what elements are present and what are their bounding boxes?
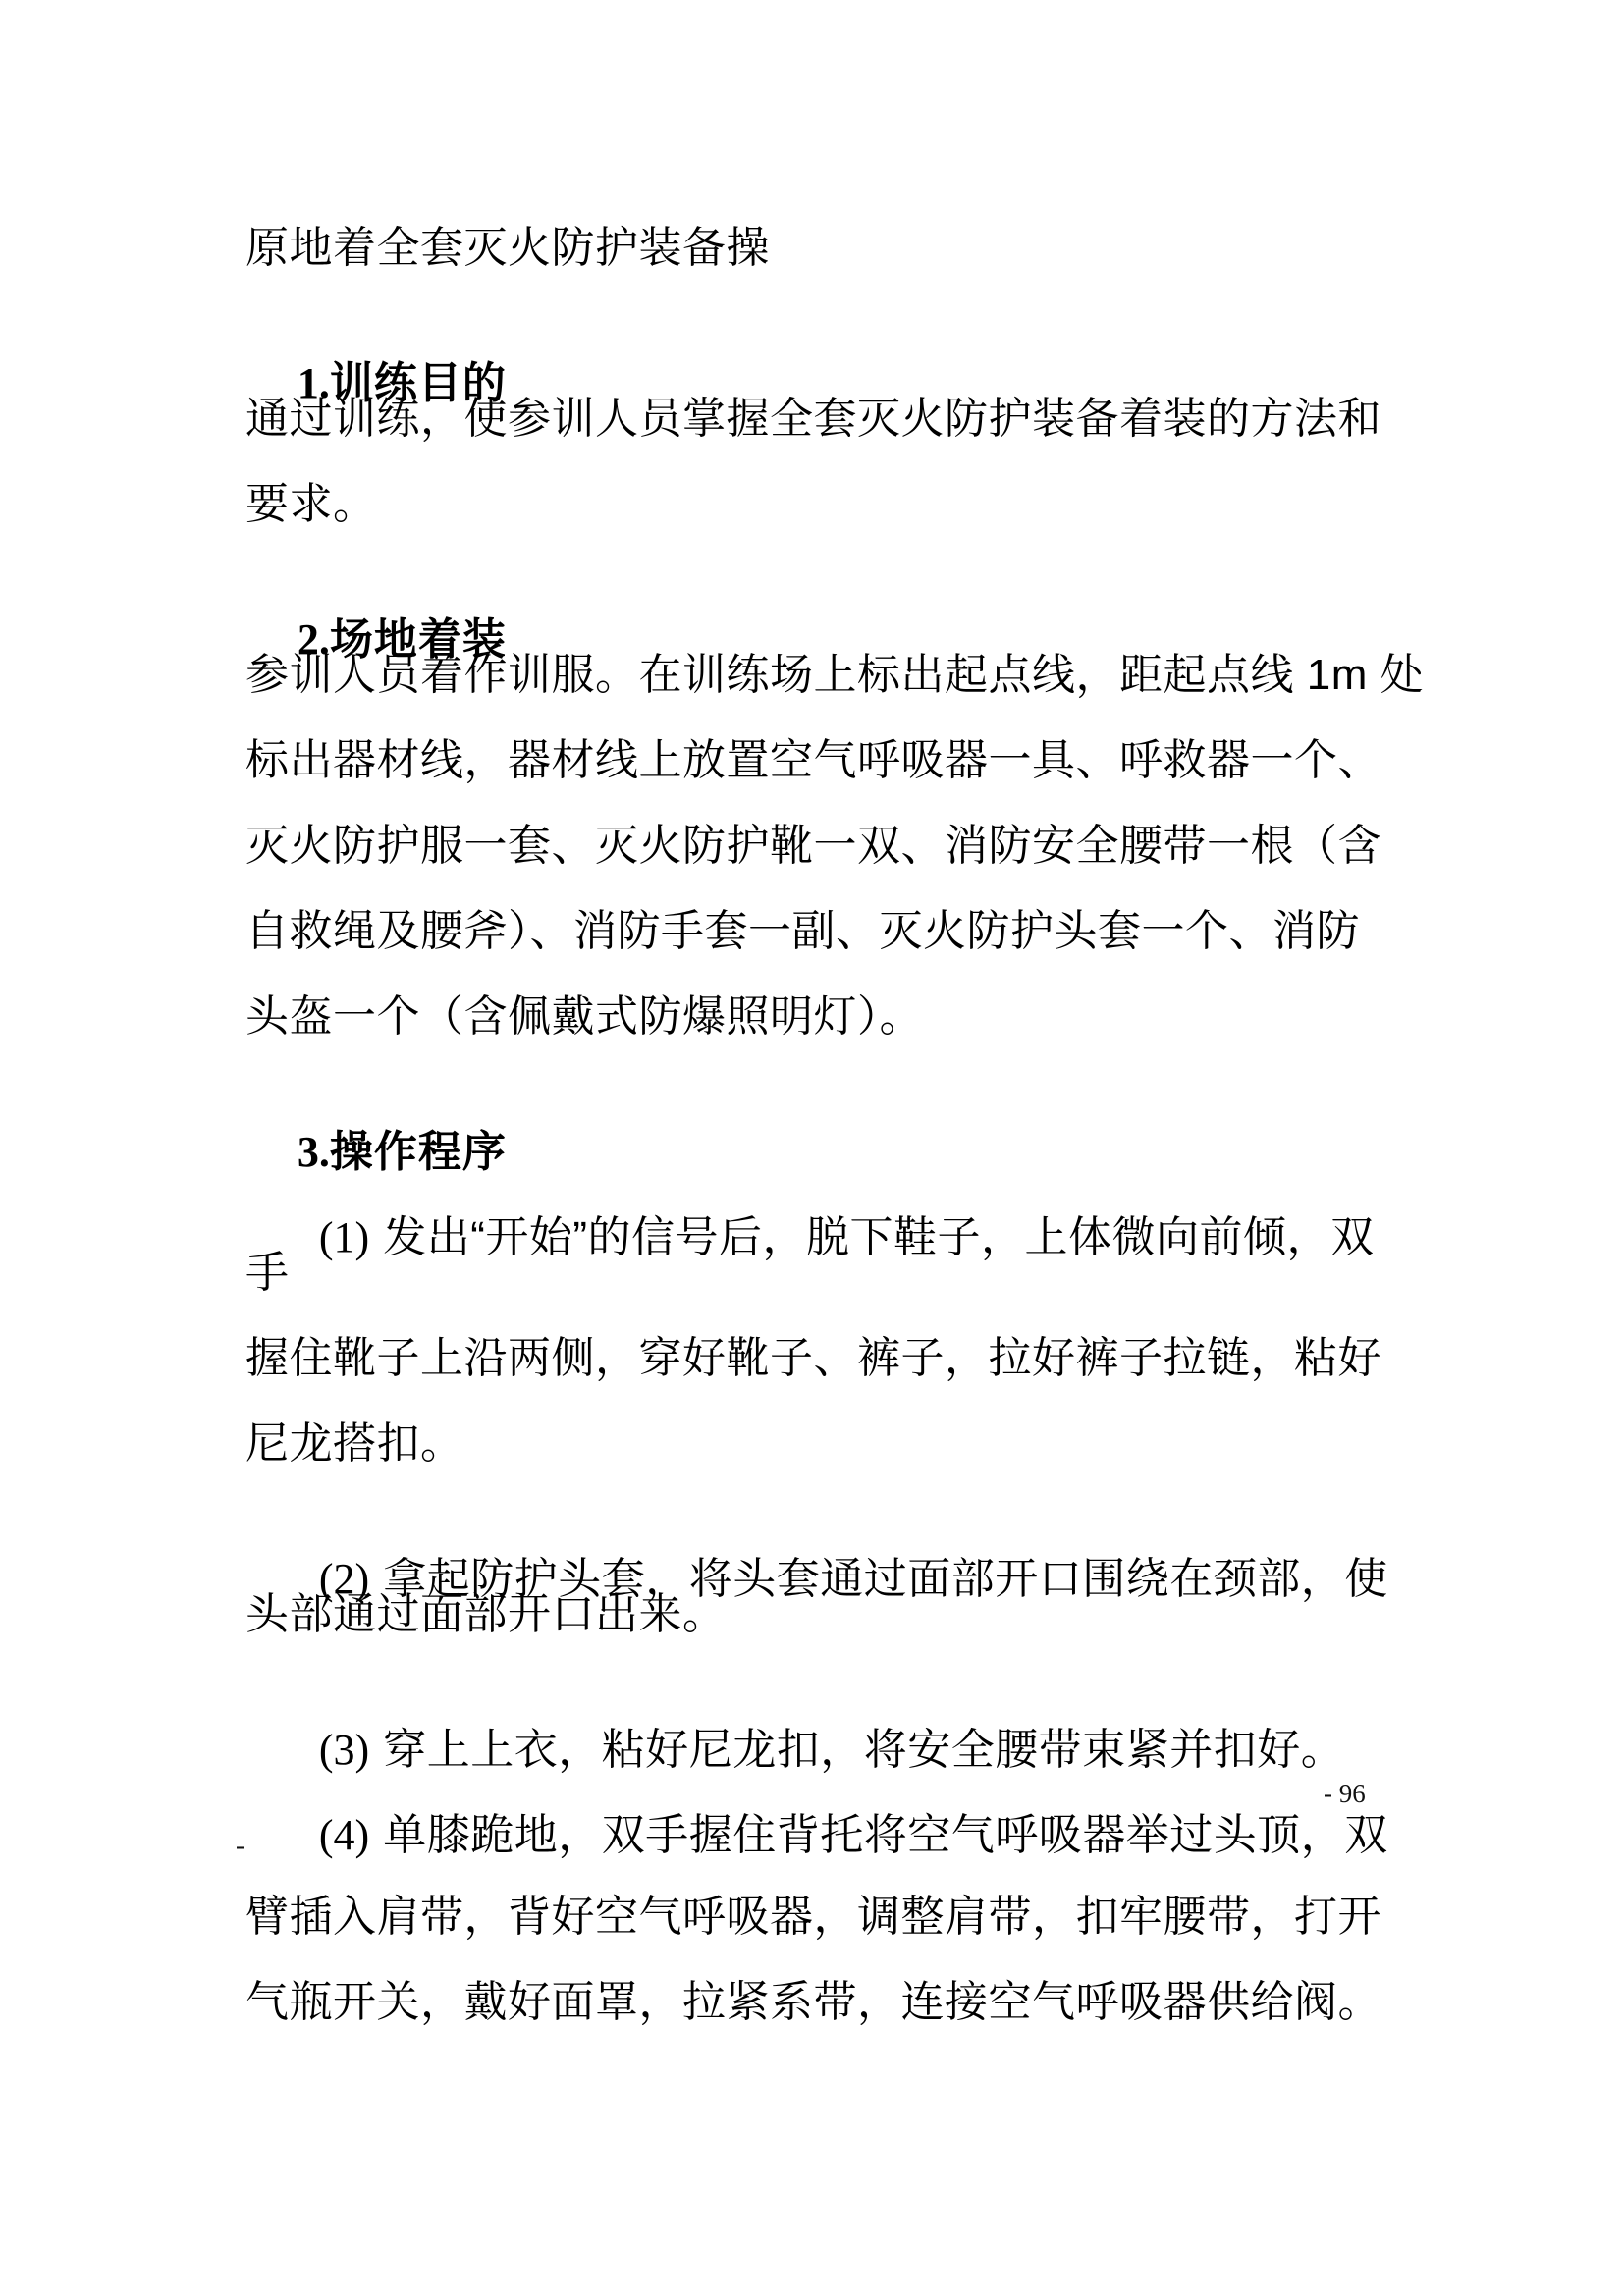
heading-label: 训练目的	[329, 358, 507, 407]
paragraph-line: 尼龙搭扣。	[245, 1419, 464, 1468]
paragraph-line: 标出器材线，器材线上放置空气呼吸器一具、呼救器一个、	[245, 736, 1381, 784]
page-number-fragment-right: - 96	[1324, 1779, 1366, 1808]
step-text: 发出“开始”的信号后，脱下鞋子，上体微向前倾，双	[383, 1212, 1375, 1261]
step-number: (4)	[318, 1810, 370, 1859]
heading-number: 2.	[297, 614, 330, 664]
step-number: (3)	[318, 1725, 370, 1774]
step-number: (1)	[318, 1212, 370, 1261]
step-number: (2)	[318, 1554, 370, 1603]
paragraph-line: 参训人员着作训服。在训练场上标出起点线，距起点线 1m 处	[245, 651, 1425, 699]
document-title: 原地着全套灭火防护装备操	[245, 224, 770, 272]
paragraph-line: 握住靴子上沿两侧，穿好靴子、裤子，拉好裤子拉链，粘好	[245, 1334, 1381, 1382]
paragraph-line: 通过训练，使参训人员掌握全套灭火防护装备着装的方法和	[245, 395, 1381, 443]
paragraph-line: 气瓶开关，戴好面罩，拉紧系带，连接空气呼吸器供给阀。	[245, 1978, 1381, 2026]
paragraph-line: 灭火防护服一套、灭火防护靴一双、消防安全腰带一根（含	[245, 822, 1381, 870]
paragraph-line: 要求。	[245, 480, 377, 528]
step-text: 穿上上衣，粘好尼龙扣，将安全腰带束紧并扣好。	[383, 1725, 1345, 1774]
heading-number: 3.	[297, 1127, 330, 1176]
paragraph-line: 头部通过面部开口出来。	[245, 1590, 727, 1638]
paragraph-line: 手	[245, 1249, 290, 1297]
heading-label: 操作程序	[329, 1127, 507, 1176]
heading-label: 场地着装	[329, 614, 507, 664]
step-text: 单膝跪地，双手握住背托将空气呼吸器举过头顶，双	[383, 1810, 1388, 1859]
step-line-4	[269, 1761, 1388, 1910]
heading-number: 1.	[297, 358, 330, 407]
page-number-fragment-left: -	[236, 1831, 244, 1860]
paragraph-line: 自救绳及腰斧）、消防手套一副、灭火防护头套一个、消防	[245, 907, 1360, 955]
step-line-1	[269, 1163, 1375, 1312]
paragraph-line: 头盔一个（含佩戴式防爆照明灯）。	[245, 992, 923, 1041]
paragraph-line: 臂插入肩带，背好空气呼吸器，调整肩带，扣牢腰带，打开	[245, 1893, 1381, 1941]
step-text: 拿起防护头套，将头套通过面部开口围绕在颈部，使	[383, 1554, 1388, 1603]
